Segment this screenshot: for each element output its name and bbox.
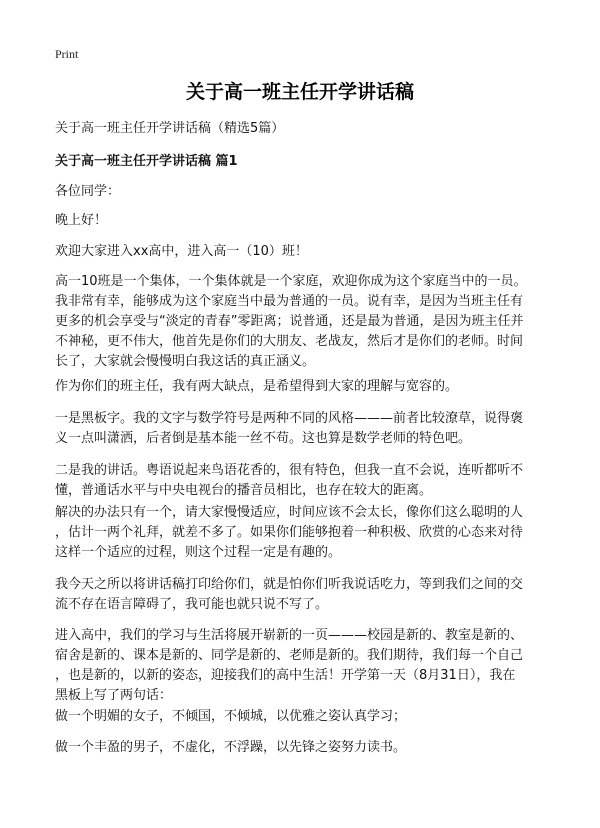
- paragraph-line: 这样一个适应的过程，则这个过程一定是有趣的。: [55, 545, 342, 560]
- paragraph-line: 更多的机会享受与“淡定的青春”零距离；说普通，还是最为普通，是因为班主任并: [55, 314, 524, 329]
- paragraph-line: 晚上好！: [55, 213, 108, 228]
- paragraph-line: 一是黑板字。我的文字与数学符号是两种不同的风格———前者比较潦草，说得褒: [55, 411, 524, 426]
- paragraph-welcome: [55, 242, 553, 262]
- paragraph-class-family: [55, 272, 553, 372]
- paragraph-line: 黑板上写了两句话：: [55, 688, 173, 703]
- paragraph-line: 二是我的讲话。粤语说起来鸟语花香的，很有特色，但我一直不会说，连听都听不: [55, 463, 524, 478]
- paragraph-line: ，估计一两个礼拜，就差不多了。如果你们能够抱着一种积极、欣赏的心态来对待: [55, 525, 524, 540]
- paragraph-printed-speech: [55, 575, 553, 615]
- paragraph-greeting: [55, 182, 553, 202]
- paragraph-two-shortcomings: [55, 377, 553, 397]
- paragraph-motto-boys: [55, 738, 553, 758]
- page-title: 关于高一班主任开学讲话稿: [185, 81, 414, 103]
- print-label: Print: [55, 47, 79, 61]
- paragraph-line: 各位同学：: [55, 184, 121, 199]
- paragraph-line: 义一点叫潇洒，后者倒是基本能一丝不苟。这也算是数学老师的特色吧。: [55, 431, 472, 446]
- paragraph-solution: [55, 503, 553, 563]
- paragraph-line: 做一个明媚的女子，不倾国，不倾城，以优雅之姿认真学习；: [55, 709, 407, 724]
- paragraph-line: 懂，普通话水平与中央电视台的播音员相比，也存在较大的距离。: [55, 483, 433, 498]
- paragraph-line: 欢迎大家进入xx高中，进入高一（10）班！: [55, 244, 308, 259]
- paragraph-line: 高一10班是一个集体，一个集体就是一个家庭，欢迎你成为这个家庭当中的一员。: [55, 274, 527, 289]
- paragraph-line: 做一个丰盈的男子，不虚化，不浮躁，以先锋之姿努力读书。: [55, 740, 407, 755]
- paragraph-line: 宿舍是新的、课本是新的、同学是新的、老师是新的。我们期待，我们每一个自己: [55, 648, 524, 663]
- paragraph-line: 我非常有幸，能够成为这个家庭当中最为普通的一员。说有幸，是因为当班主任有: [55, 294, 524, 309]
- paragraph-line: 不神秘，更不伟大，他首先是你们的大朋友、老战友，然后才是你们的老师。时间: [55, 334, 524, 349]
- paragraph-line: 长了，大家就会慢慢明白我这话的真正涵义。: [55, 354, 316, 369]
- document-subtitle: 关于高一班主任开学讲话稿（精选5篇）: [55, 121, 285, 136]
- paragraph-evening-greeting: [55, 211, 553, 231]
- paragraph-speech: [55, 461, 553, 501]
- paragraph-new-chapter: [55, 626, 553, 706]
- paragraph-line: 流不存在语言障碍了，我可能也就只说不写了。: [55, 597, 329, 612]
- paragraph-motto-girls: [55, 707, 553, 727]
- paragraph-line: 进入高中，我们的学习与生活将展开崭新的一页———校园是新的、教室是新的、: [55, 628, 524, 643]
- paragraph-line: 解决的办法只有一个，请大家慢慢适应，时间应该不会太长，像你们这么聪明的人: [55, 505, 524, 520]
- paragraph-line: 我今天之所以将讲话稿打印给你们，就是怕你们听我说话吃力，等到我们之间的交: [55, 577, 524, 592]
- paragraph-line: ，也是新的，以新的姿态，迎接我们的高中生活！开学第一天（8月31日），我在: [55, 668, 516, 683]
- paragraph-line: 作为你们的班主任，我有两大缺点，是希望得到大家的理解与宽容的。: [55, 379, 459, 394]
- section-heading: 关于高一班主任开学讲话稿 篇1: [55, 154, 238, 169]
- paragraph-blackboard: [55, 409, 553, 449]
